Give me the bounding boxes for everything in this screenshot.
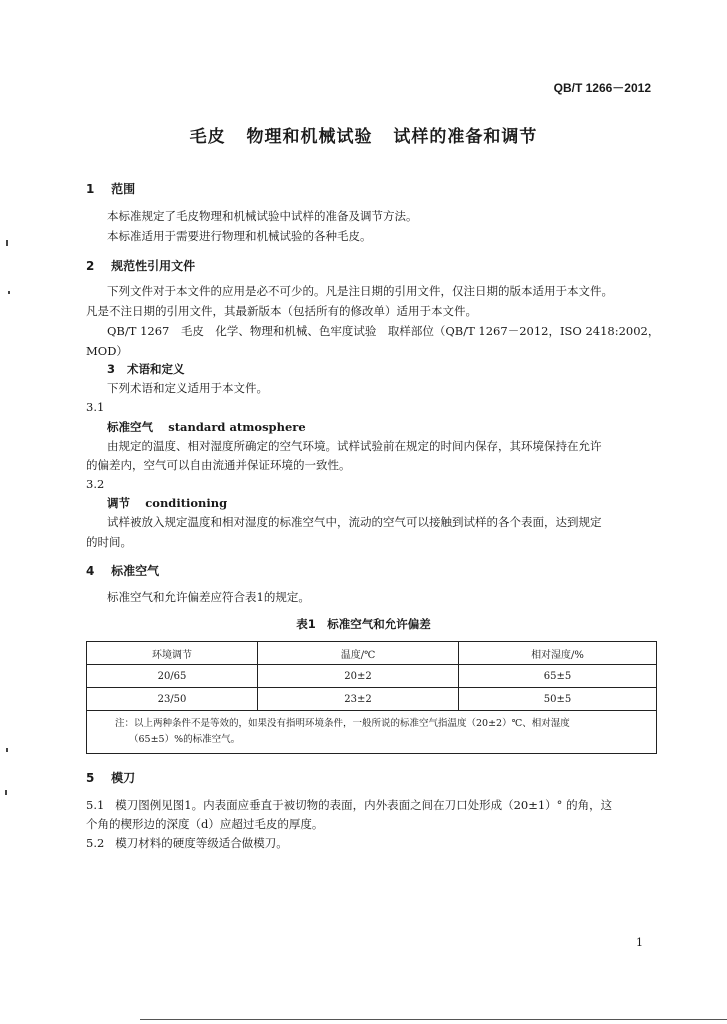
term-3-2-number: 3.2 (86, 477, 105, 491)
clause-5-1-text: 模刀图例见图1。内表面应垂直于被切物的表面，内外表面之间在刀口处形成（20±1）° 的角，这 (115, 798, 613, 812)
term-3-2-heading (107, 495, 227, 511)
clause-5-2 (86, 835, 288, 851)
table-row (87, 688, 657, 711)
page-bottom-rule (140, 1019, 727, 1020)
section-3-intro: 下列术语和定义适用于本文件。 (107, 381, 268, 395)
section-2-para-line-2: 凡是不注日期的引用文件，其最新版本（包括所有的修改单）适用于本文件。 (86, 304, 477, 318)
clause-5-1-number: 5.1 (86, 798, 105, 812)
table-row (87, 665, 657, 688)
table-1-caption: 表1 标准空气和允许偏差 (296, 617, 431, 631)
term-3-1-term: 标准空气 (107, 420, 153, 434)
clause-5-1-line-1 (86, 797, 612, 813)
clause-5-1-line-2: 个角的楔形边的深度（d）应超过毛皮的厚度。 (86, 817, 324, 831)
table-note-line-2: （65±5）%的标准空气。 (129, 734, 241, 745)
term-3-1-english: standard atmosphere (168, 420, 306, 434)
table-note-line-1: 注：以上两种条件不是等效的，如果没有指明环境条件，一般所说的标准空气指温度（20±2）℃、相对湿度 (115, 718, 570, 729)
section-1-para-1: 本标准规定了毛皮物理和机械试验中试样的准备及调节方法。 (107, 209, 418, 223)
table-header-conditioning: 环境调节 (87, 642, 258, 665)
section-2-heading (86, 257, 195, 274)
scan-mark (6, 240, 8, 246)
section-2-para-line-1: 下列文件对于本文件的应用是必不可少的。凡是注日期的引用文件，仅注日期的版本适用于本文件。 (107, 284, 613, 298)
section-3-heading (107, 361, 185, 377)
section-1-para-2: 本标准适用于需要进行物理和机械试验的各种毛皮。 (107, 229, 372, 243)
section-2-number: 2 (86, 259, 95, 273)
standard-atmosphere-table (86, 641, 657, 754)
term-3-1-definition-line-1: 由规定的温度、相对湿度所确定的空气环境。试样试验前在规定的时间内保存，其环境保持在允许 (107, 439, 602, 453)
table-note-row (87, 711, 657, 754)
section-1-heading (86, 180, 135, 197)
section-1-number: 1 (86, 182, 95, 196)
table-cell: 23±2 (258, 688, 459, 711)
section-4-heading (86, 562, 159, 579)
table-cell: 20/65 (87, 665, 258, 688)
table-note (87, 711, 657, 754)
table-header-temperature: 温度/℃ (258, 642, 459, 665)
scan-mark (5, 790, 7, 795)
section-5-title: 模刀 (111, 771, 136, 785)
normative-reference-line-2: MOD） (86, 344, 128, 358)
page-number: 1 (636, 936, 643, 949)
table-cell: 20±2 (258, 665, 459, 688)
term-3-1-heading (107, 419, 306, 435)
standard-number: QB/T 1266－2012 (553, 81, 651, 95)
document-title: 毛皮 物理和机械试验 试样的准备和调节 (189, 127, 538, 147)
section-1-title: 范围 (111, 182, 136, 196)
table-cell: 23/50 (87, 688, 258, 711)
term-3-1-definition-line-2: 的偏差内，空气可以自由流通并保证环境的一致性。 (86, 458, 351, 472)
scan-mark (8, 291, 10, 294)
table-header-humidity: 相对湿度/% (459, 642, 657, 665)
table-header-row (87, 642, 657, 665)
section-4-title: 标准空气 (111, 564, 160, 578)
normative-reference-line-1: QB/T 1267 毛皮 化学、物理和机械、色牢度试验 取样部位（QB/T 1267－2012，ISO 2418:2002， (107, 324, 660, 338)
section-2-title: 规范性引用文件 (111, 259, 196, 273)
section-3-title: 术语和定义 (127, 362, 185, 376)
section-4-para: 标准空气和允许偏差应符合表1的规定。 (107, 590, 310, 604)
term-3-2-definition-line-2: 的时间。 (86, 535, 132, 549)
table-cell: 65±5 (459, 665, 657, 688)
term-3-1-number: 3.1 (86, 400, 105, 414)
section-3-number: 3 (107, 362, 116, 376)
table-cell: 50±5 (459, 688, 657, 711)
section-5-heading (86, 769, 135, 786)
section-5-number: 5 (86, 771, 95, 785)
clause-5-2-text: 模刀材料的硬度等级适合做模刀。 (115, 836, 288, 850)
term-3-2-english: conditioning (145, 496, 228, 510)
section-4-number: 4 (86, 564, 95, 578)
term-3-2-term: 调节 (107, 496, 130, 510)
scan-mark (6, 748, 8, 752)
term-3-2-definition-line-1: 试样被放入规定温度和相对湿度的标准空气中，流动的空气可以接触到试样的各个表面，达到规定 (107, 515, 602, 529)
clause-5-2-number: 5.2 (86, 836, 105, 850)
